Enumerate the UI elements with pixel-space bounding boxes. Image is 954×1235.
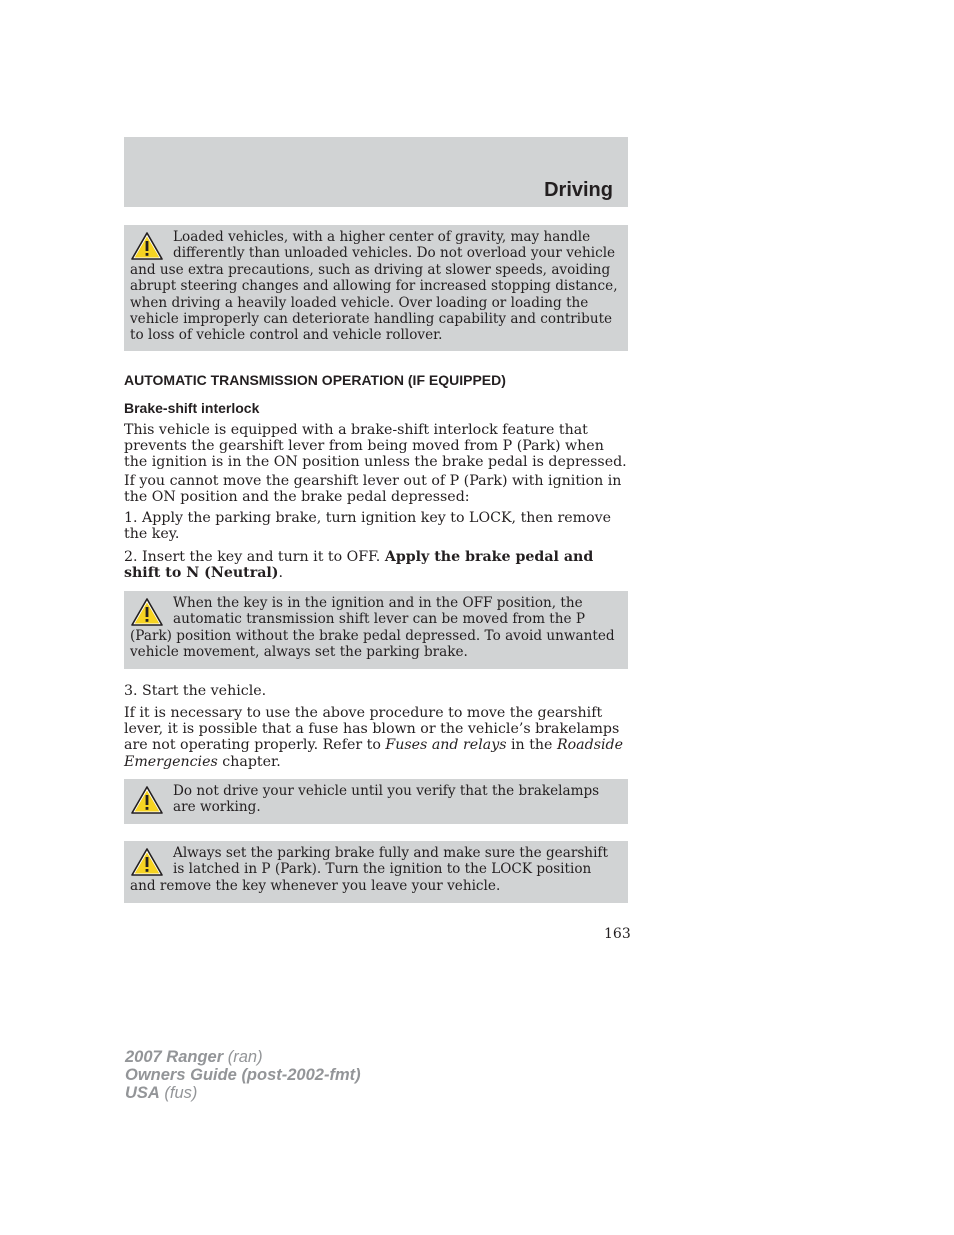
step-3: 3. Start the vehicle.: [124, 683, 267, 699]
roadside-emergencies-reference: Roadside Emergencies: [124, 737, 624, 770]
warning-text: Always set the parking brake fully and make sure the gearshift is latched in P (Park). Turn the ignition to the LOCK position and remove the key whenever you leave your vehicle.: [130, 845, 608, 894]
paragraph-cannot-move: If you cannot move the gearshift lever out of P (Park) with ignition in the ON position and the brake pedal depressed:: [124, 473, 622, 506]
step-2: [124, 549, 630, 581]
footer-model: 2007 Ranger: [125, 1048, 224, 1066]
subsection-heading: Brake-shift interlock: [124, 400, 260, 416]
step-2-bold-text: Apply the brake pedal and shift to N (Neutral): [124, 549, 594, 582]
fuse-note-text: in the: [506, 737, 557, 754]
warning-text: Loaded vehicles, with a higher center of gravity, may handle differently than unloaded vehicles. Do not overload your vehicle and use extra precautions, such as driving at slower speeds, avoiding abrupt steering changes and allowing for increased stopping distance, when driving a heavily loaded vehicle. Over loading or loading the vehicle improperly can deteriorate handling capability and contribute to loss of vehicle control and vehicle rollover.: [130, 229, 618, 344]
footer-market-code: (fus): [159, 1084, 198, 1102]
warning-box-brakelamps: [124, 779, 628, 824]
chapter-header: [124, 137, 628, 207]
footer-line-2: [125, 1066, 361, 1084]
fuse-note-text: If it is necessary to use the above procedure to move the gearshift lever, it is possible that a fuse has blown or the vehicle’s brakelamps are not operating properly. Refer to: [124, 705, 620, 754]
warning-text: Do not drive your vehicle until you verify that the brakelamps are working.: [173, 783, 600, 816]
footer-market: USA: [125, 1084, 160, 1102]
step-2-end: .: [278, 565, 284, 582]
chapter-title: Driving: [544, 179, 613, 201]
footer-line-3: [125, 1084, 361, 1102]
step-2-text: 2. Insert the key and turn it to OFF.: [124, 549, 385, 565]
footer-guide: Owners Guide (post-2002-fmt): [125, 1066, 361, 1084]
warning-triangle-icon: [130, 231, 164, 261]
fuses-relays-reference: Fuses and relays: [385, 737, 507, 754]
warning-box-loaded-vehicles: [124, 225, 628, 351]
paragraph-interlock-intro: This vehicle is equipped with a brake-shift interlock feature that prevents the gearshift lever from being moved from P (Park) when the ignition is in the ON position unless the brake pedal is depressed.: [124, 422, 627, 471]
warning-triangle-icon: [130, 785, 164, 815]
footer-model-code: (ran): [223, 1048, 263, 1066]
page-number: 163: [604, 926, 631, 942]
step-1: 1. Apply the parking brake, turn ignition key to LOCK, then remove the key.: [124, 510, 612, 543]
section-heading: AUTOMATIC TRANSMISSION OPERATION (IF EQUIPPED): [124, 372, 506, 388]
footer-model-info: [125, 1048, 361, 1102]
warning-triangle-icon: [130, 597, 164, 627]
warning-text: When the key is in the ignition and in the OFF position, the automatic transmission shift lever can be moved from the P (Park) position without the brake pedal depressed. To avoid unwanted vehicle movement, always set the parking brake.: [130, 595, 615, 661]
footer-line-1: [125, 1048, 361, 1066]
warning-triangle-icon: [130, 847, 164, 877]
fuse-note-text: chapter.: [217, 753, 281, 770]
paragraph-fuse-note: [124, 705, 630, 770]
warning-box-parking-brake: [124, 841, 628, 903]
warning-box-off-position: [124, 591, 628, 669]
